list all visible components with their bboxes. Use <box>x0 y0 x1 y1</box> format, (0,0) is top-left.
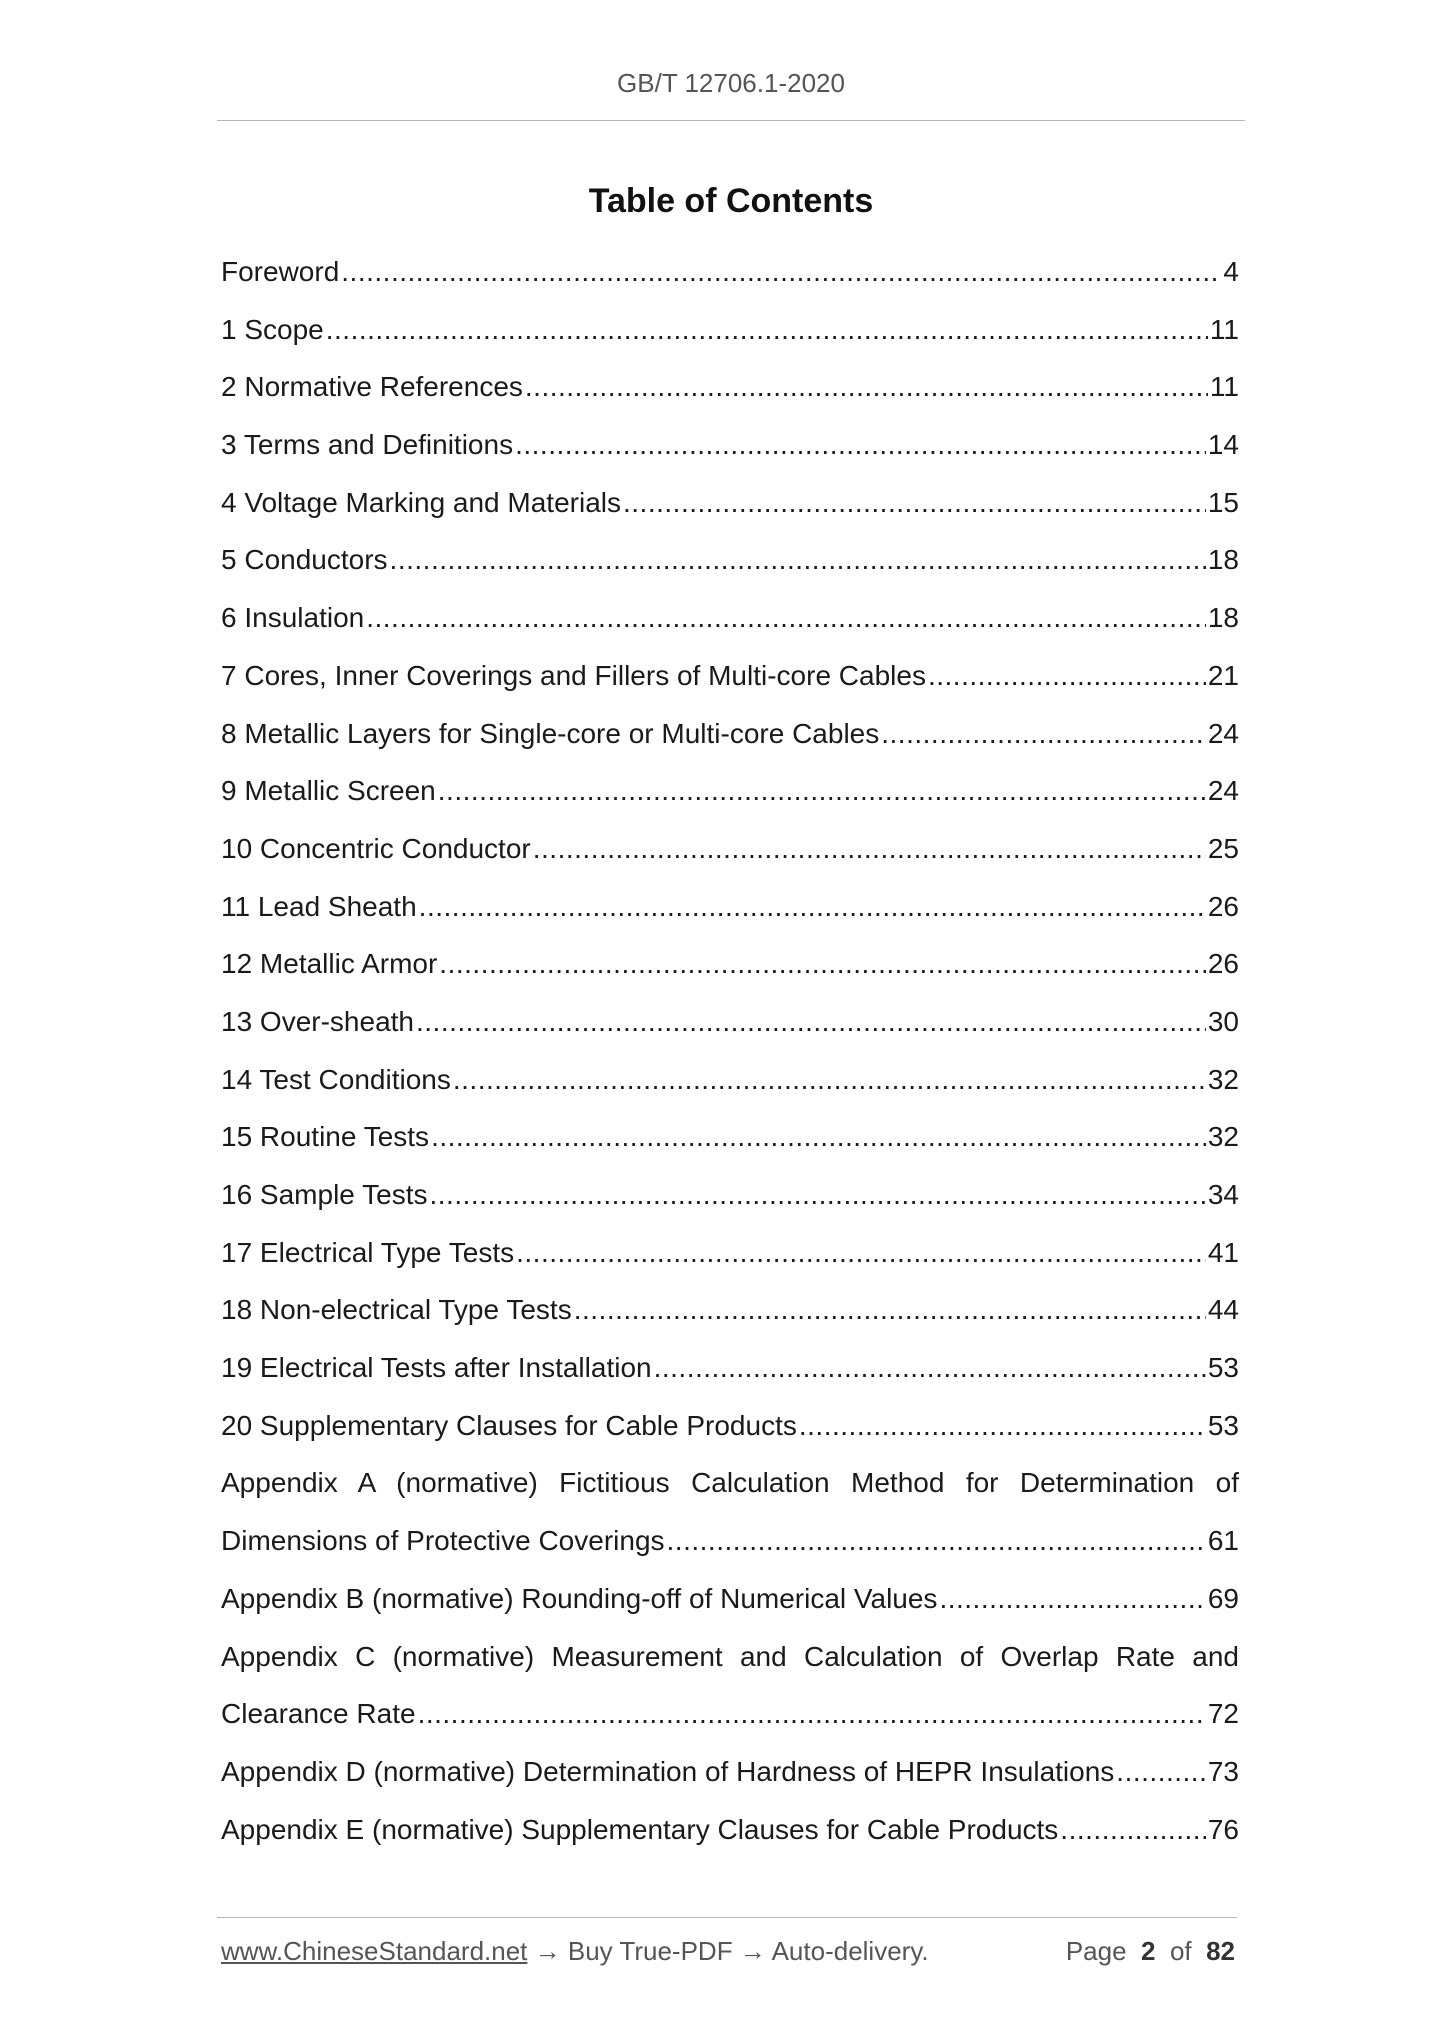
footer-promo <box>221 1936 929 1967</box>
dot-leader <box>1116 1743 1206 1801</box>
toc-entry-title: 2 Normative References <box>221 371 523 403</box>
toc-entry-page: 24 <box>1207 775 1239 807</box>
toc-entry-title: Foreword <box>221 256 340 287</box>
page-number <box>1066 1936 1235 1967</box>
dot-leader <box>667 1512 1206 1570</box>
toc-entry-title: 15 Routine Tests <box>221 1121 430 1153</box>
toc-entry-page: 26 <box>1207 948 1239 980</box>
dot-leader <box>799 1397 1206 1455</box>
dot-leader <box>438 762 1206 820</box>
toc-entry-page: 73 <box>1207 1755 1239 1787</box>
page-footer <box>221 1936 1235 1967</box>
toc-entry-title: 20 Supplementary Clauses for Cable Products <box>221 1409 797 1441</box>
dot-leader <box>439 935 1206 993</box>
toc-entry-page: 53 <box>1207 1352 1239 1384</box>
toc-entry-concentric-conductor[interactable] <box>221 820 1239 878</box>
dot-leader <box>515 416 1206 474</box>
toc-entry-tests-after-installation[interactable] <box>221 1339 1239 1397</box>
page-label: Page <box>1065 1936 1127 1966</box>
footer-tagline: → Buy True-PDF → Auto-delivery. <box>534 1936 929 1966</box>
dot-leader <box>533 820 1206 878</box>
toc-entry-page: 18 <box>1207 602 1239 634</box>
dot-leader <box>516 1224 1206 1282</box>
toc-entry-title: 14 Test Conditions <box>221 1063 451 1095</box>
toc-entry-metallic-layers[interactable] <box>221 705 1239 763</box>
dot-leader <box>419 878 1206 936</box>
dot-leader <box>574 1281 1206 1339</box>
toc-entry-appendix-c-line1[interactable] <box>221 1628 1239 1686</box>
toc-entry-page: 25 <box>1207 832 1239 864</box>
toc-entry-title: Appendix A (normative) Fictitious Calculation Method for Determination of <box>221 1467 1239 1499</box>
footer-rule <box>217 1917 1237 1918</box>
dot-leader <box>418 1685 1206 1743</box>
toc-entry-title: 19 Electrical Tests after Installation <box>221 1352 652 1384</box>
dot-leader <box>390 531 1206 589</box>
dot-leader <box>881 705 1206 763</box>
toc-entry-title: Appendix B (normative) Rounding-off of Numerical Values <box>221 1582 938 1614</box>
toc-entry-lead-sheath[interactable] <box>221 878 1239 936</box>
toc-entry-title: 3 Terms and Definitions <box>221 429 514 461</box>
toc-entry-title: Appendix E (normative) Supplementary Clauses for Cable Products <box>221 1813 1059 1845</box>
toc-entry-appendix-e[interactable] <box>221 1801 1239 1859</box>
toc-entry-voltage-marking[interactable] <box>221 474 1239 532</box>
toc-entry-page: 69 <box>1207 1582 1239 1614</box>
dot-leader <box>654 1339 1206 1397</box>
toc-entry-scope[interactable] <box>221 301 1239 359</box>
toc-entry-title: 16 Sample Tests <box>221 1179 428 1210</box>
dot-leader <box>1060 1801 1206 1859</box>
toc-entry-page: 72 <box>1207 1698 1239 1730</box>
toc-entry-supplementary-clauses[interactable] <box>221 1397 1239 1455</box>
toc-entry-page: 32 <box>1207 1121 1239 1153</box>
toc-entry-page: 61 <box>1207 1525 1239 1557</box>
toc-entry-page: 76 <box>1207 1813 1239 1845</box>
toc-entry-page: 53 <box>1207 1409 1239 1441</box>
toc-entry-page: 32 <box>1207 1063 1239 1095</box>
toc-entry-page: 30 <box>1207 1005 1239 1037</box>
toc-entry-page: 24 <box>1207 717 1239 749</box>
toc-entry-cores[interactable] <box>221 647 1239 705</box>
dot-leader <box>928 647 1206 705</box>
toc-entry-title: 13 Over-sheath <box>221 1005 414 1037</box>
dot-leader <box>341 243 1221 301</box>
toc-entry-page: 21 <box>1207 659 1239 691</box>
toc-entry-title: 4 Voltage Marking and Materials <box>221 486 621 518</box>
toc-entry-metallic-armor[interactable] <box>221 935 1239 993</box>
toc-entry-page: 34 <box>1207 1179 1239 1210</box>
toc-entry-title: 12 Metallic Armor <box>221 948 438 980</box>
toc-entry-title: 1 Scope <box>221 313 324 345</box>
dot-leader <box>623 474 1206 532</box>
page-current: 2 <box>1141 1936 1156 1966</box>
toc-entry-sample-tests[interactable] <box>221 1166 1239 1224</box>
toc-entry-page: 41 <box>1207 1236 1239 1268</box>
toc-entry-title: Dimensions of Protective Coverings <box>221 1525 665 1557</box>
dot-leader <box>416 993 1206 1051</box>
toc-entry-title: 17 Electrical Type Tests <box>221 1236 515 1268</box>
dot-leader <box>431 1108 1206 1166</box>
toc-entry-foreword[interactable] <box>221 243 1239 301</box>
toc-entry-page: 4 <box>1223 256 1239 287</box>
toc-entry-page: 14 <box>1207 429 1239 461</box>
toc-entry-insulation[interactable] <box>221 589 1239 647</box>
toc-entry-page: 44 <box>1207 1294 1239 1326</box>
dot-leader <box>939 1570 1205 1628</box>
table-of-contents <box>221 243 1239 1858</box>
toc-entry-appendix-a-line1[interactable] <box>221 1454 1239 1512</box>
toc-entry-title: 5 Conductors <box>221 544 388 576</box>
toc-entry-title: 6 Insulation <box>221 602 365 634</box>
toc-entry-normative-references[interactable] <box>221 358 1239 416</box>
dot-leader <box>453 1051 1206 1109</box>
toc-entry-conductors[interactable] <box>221 531 1239 589</box>
toc-entry-metallic-screen[interactable] <box>221 762 1239 820</box>
dot-leader <box>525 358 1208 416</box>
toc-entry-routine-tests[interactable] <box>221 1108 1239 1166</box>
running-header: GB/T 12706.1-2020 <box>617 68 845 98</box>
toc-entry-over-sheath[interactable] <box>221 993 1239 1051</box>
toc-entry-title: 18 Non-electrical Type Tests <box>221 1294 572 1326</box>
toc-entry-title: 8 Metallic Layers for Single-core or Multi-core Cables <box>221 717 880 749</box>
toc-entry-page: 18 <box>1207 544 1239 576</box>
toc-entry-appendix-a-line2[interactable] <box>221 1512 1239 1570</box>
toc-entry-test-conditions[interactable] <box>221 1051 1239 1109</box>
website-link[interactable]: www.ChineseStandard.net <box>221 1936 528 1966</box>
dot-leader <box>430 1166 1206 1224</box>
toc-entry-page: 26 <box>1207 890 1239 922</box>
toc-entry-title: Clearance Rate <box>221 1698 416 1730</box>
toc-entry-title: Appendix D (normative) Determination of Hardness of HEPR Insulations <box>221 1755 1115 1787</box>
dot-leader <box>366 589 1206 647</box>
toc-entry-appendix-c-line2[interactable] <box>221 1685 1239 1743</box>
toc-entry-electrical-type-tests[interactable] <box>221 1224 1239 1282</box>
toc-entry-title: 7 Cores, Inner Coverings and Fillers of Multi-core Cables <box>221 659 926 691</box>
page-of-label: of <box>1169 1936 1192 1966</box>
toc-entry-title: 11 Lead Sheath <box>221 890 417 922</box>
toc-entry-appendix-b[interactable] <box>221 1570 1239 1628</box>
toc-entry-appendix-d[interactable] <box>221 1743 1239 1801</box>
toc-entry-title: 9 Metallic Screen <box>221 775 436 807</box>
page-title: Table of Contents <box>588 182 874 220</box>
dot-leader <box>326 301 1208 359</box>
toc-entry-terms-definitions[interactable] <box>221 416 1239 474</box>
toc-entry-page: 11 <box>1209 371 1239 403</box>
toc-entry-title: 10 Concentric Conductor <box>221 832 531 864</box>
toc-entry-non-electrical-type-tests[interactable] <box>221 1281 1239 1339</box>
toc-entry-title: Appendix C (normative) Measurement and Calculation of Overlap Rate and <box>221 1640 1239 1672</box>
page-total: 82 <box>1206 1936 1235 1966</box>
toc-entry-page: 15 <box>1207 486 1239 518</box>
toc-entry-page: 11 <box>1209 313 1239 345</box>
header-rule <box>217 120 1245 121</box>
